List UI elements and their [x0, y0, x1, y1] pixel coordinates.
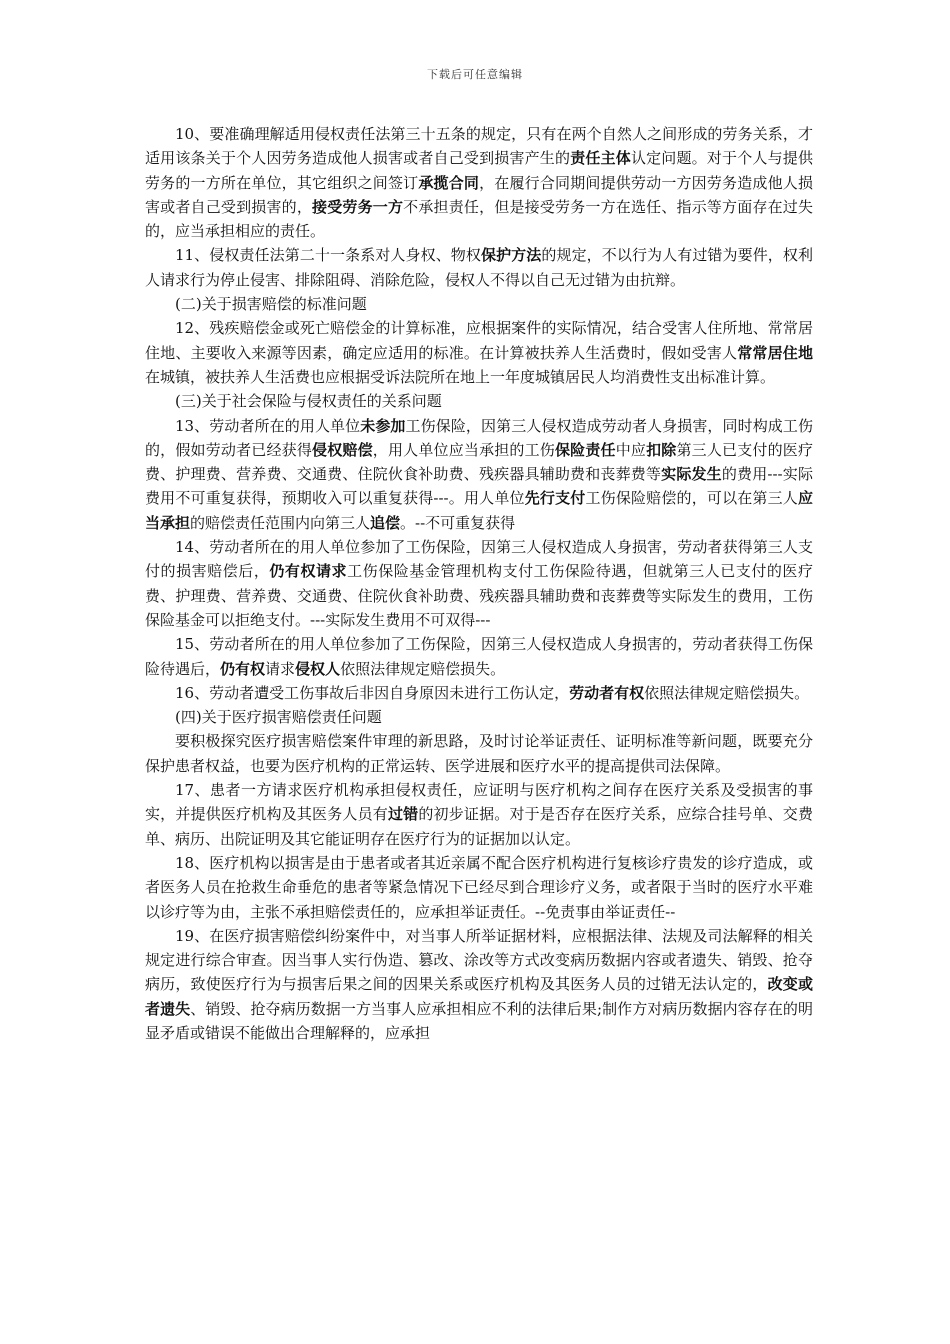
text-run: 工伤保险基金管理机构支付工伤保险待遇，但就第三人已支付的医疗费、护理费、营养费、交通费、住院伙食补助费、残疾器具辅助费和丧葬费等实际发生的费用，工伤保险基金可以拒绝支付。---实际发生费用不可双得---	[145, 562, 813, 629]
text-run: (二)关于损害赔偿的标准问题	[175, 295, 367, 314]
bold-text-run: 未参加	[360, 416, 406, 435]
paragraph	[145, 632, 813, 681]
text-run: 12、残疾赔偿金或死亡赔偿金的计算标准，应根据案件的实际情况，结合受害人住所地、常常居住地、主要收入来源等因素，确定应适用的标准。在计算被扶养人生活费时，假如受害人	[145, 319, 813, 362]
text-run: 11、侵权责任法第二十一条系对人身权、物权	[175, 246, 481, 265]
paragraph	[145, 924, 813, 1045]
paragraph	[145, 122, 813, 243]
paragraph	[145, 681, 813, 705]
text-run: 请求	[265, 659, 296, 678]
text-run: ，在履行合同期间提供劳动一方因劳务造成他人损害或者自己受到损害的，	[145, 173, 813, 216]
paragraph	[145, 535, 813, 632]
bold-text-run: 侵权赔偿	[312, 440, 373, 459]
text-run: ，用人单位应当承担的工伤	[372, 440, 555, 459]
text-run: (四)关于医疗损害赔偿责任问题	[175, 708, 382, 727]
paragraph	[145, 851, 813, 924]
text-run: 、销毁、抢夺病历数据一方当事人应承担相应不利的法律后果;制作方对病历数据内容存在的明显矛盾或错误不能做出合理解释的，应承担	[145, 999, 813, 1042]
text-run: 中应	[615, 440, 647, 459]
text-run: 14、劳动者所在的用人单位参加了工伤保险，因第三人侵权造成人身损害，劳动者获得第三人支付的损害赔偿后，	[145, 538, 813, 581]
page-header: 下载后可任意编辑	[427, 68, 523, 81]
text-run: (三)关于社会保险与侵权责任的关系问题	[175, 392, 442, 411]
text-run: 10、要准确理解适用侵权责任法第三十五条的规定，只有在两个自然人之间形成的劳务关系，才适用该条关于个人因劳务造成他人损害或者自己受到损害产生的	[145, 125, 813, 168]
document-body	[145, 122, 813, 1045]
paragraph	[145, 316, 813, 389]
text-run: 19、在医疗损害赔偿纠纷案件中，对当事人所举证据材料，应根据法律、法规及司法解释的相关规定进行综合审查。因当事人实行伪造、篡改、涂改等方式改变病历数据内容或者遗失、销毁、抢夺病历，致使医疗行为与损害后果之间的因果关系或医疗机构及其医务人员的过错无法认定的，	[145, 926, 813, 994]
bold-text-run: 劳动者有权	[569, 683, 645, 702]
paragraph	[145, 778, 813, 851]
text-run: 17、患者一方请求医疗机构承担侵权责任，应证明与医疗机构之间存在医疗关系及受损害的事实，并提供医疗机构及其医务人员有	[145, 781, 813, 824]
text-run: 的赔偿责任范围内向第三人	[190, 513, 371, 532]
bold-text-run: 保险责任	[555, 440, 616, 459]
paragraph	[145, 729, 813, 778]
text-run: 16、劳动者遭受工伤事故后非因自身原因未进行工伤认定，	[175, 683, 570, 702]
text-run: 第三人已支付的医疗费、护理费、营养费、交通费、住院伙食补助费、残疾器具辅助费和丧葬费等	[145, 440, 813, 484]
bold-text-run: 侵权人	[295, 659, 341, 678]
bold-text-run: 接受劳务一方	[312, 197, 404, 216]
paragraph	[145, 292, 813, 316]
bold-text-run: 应当承担	[145, 489, 813, 532]
bold-text-run: 实际发生	[661, 465, 722, 484]
text-run: 在城镇，被扶养人生活费也应根据受诉法院所在地上一年度城镇居民人均消费性支出标准计算。	[145, 367, 776, 386]
bold-text-run: 改变或者遗失	[145, 975, 813, 1018]
text-run: 13、劳动者所在的用人单位	[175, 416, 361, 435]
bold-text-run: 承揽合同	[418, 173, 480, 192]
text-run: 18、医疗机构以损害是由于患者或者其近亲属不配合医疗机构进行复核诊疗贵发的诊疗造成，或者医务人员在抢救生命垂危的患者等紧急情况下已经尽到合理诊疗义务，或者限于当时的医疗水平难以诊疗等为由，主张不承担赔偿责任的，应承担举证责任。--免责事由举证责任--	[145, 853, 813, 921]
text-run: 。--不可重复获得	[400, 513, 516, 532]
text-run: 15、劳动者所在的用人单位参加了工伤保险，因第三人侵权造成人身损害的，劳动者获得工伤保险待遇后，	[145, 635, 813, 678]
bold-text-run: 责任主体	[570, 149, 631, 168]
text-run: 工伤保险，因第三人侵权造成劳动者人身损害，同时构成工伤的，假如劳动者已经获得	[145, 416, 813, 459]
bold-text-run: 先行支付	[524, 489, 586, 508]
bold-text-run: 仍有权	[220, 659, 266, 678]
paragraph	[145, 705, 813, 729]
text-run: 要积极探究医疗损害赔偿案件审理的新思路，及时讨论举证责任、证明标准等新问题，既要充分保护患者权益，也要为医疗机构的正常运转、医学进展和医疗水平的提高提供司法保障。	[145, 732, 813, 775]
bold-text-run: 扣除	[646, 440, 677, 459]
text-run: 的费用---实际费用不可重复获得，预期收入可以重复获得---。用人单位	[145, 465, 813, 508]
text-run: 认定问题。对于个人与提供劳务的一方所在单位，其它组织之间签订	[145, 149, 813, 192]
text-run: 的规定，不以行为人有过错为要件，权利人请求行为停止侵害、排除阻碍、消除危险，侵权人不得以自己无过错为由抗辩。	[145, 246, 813, 289]
paragraph	[145, 389, 813, 413]
bold-text-run: 常常居住地	[737, 343, 813, 362]
paragraph	[145, 243, 813, 292]
bold-text-run: 过错	[387, 805, 419, 824]
text-run: 不承担责任，但是接受劳务一方在选任、指示等方面存在过失的，应当承担相应的责任。	[145, 197, 813, 241]
bold-text-run: 追偿	[370, 513, 401, 532]
bold-text-run: 仍有权请求	[269, 562, 348, 581]
text-run: 依照法律规定赔偿损失。	[340, 659, 506, 678]
paragraph	[145, 414, 813, 535]
text-run: 的初步证据。对于是否存在医疗关系，应综合挂号单、交费单、病历、出院证明及其它能证明存在医疗行为的证据加以认定。	[145, 805, 813, 848]
bold-text-run: 保护方法	[480, 246, 542, 265]
text-run: 依照法律规定赔偿损失。	[644, 683, 810, 702]
text-run: 工伤保险赔偿的，可以在第三人	[585, 489, 798, 508]
